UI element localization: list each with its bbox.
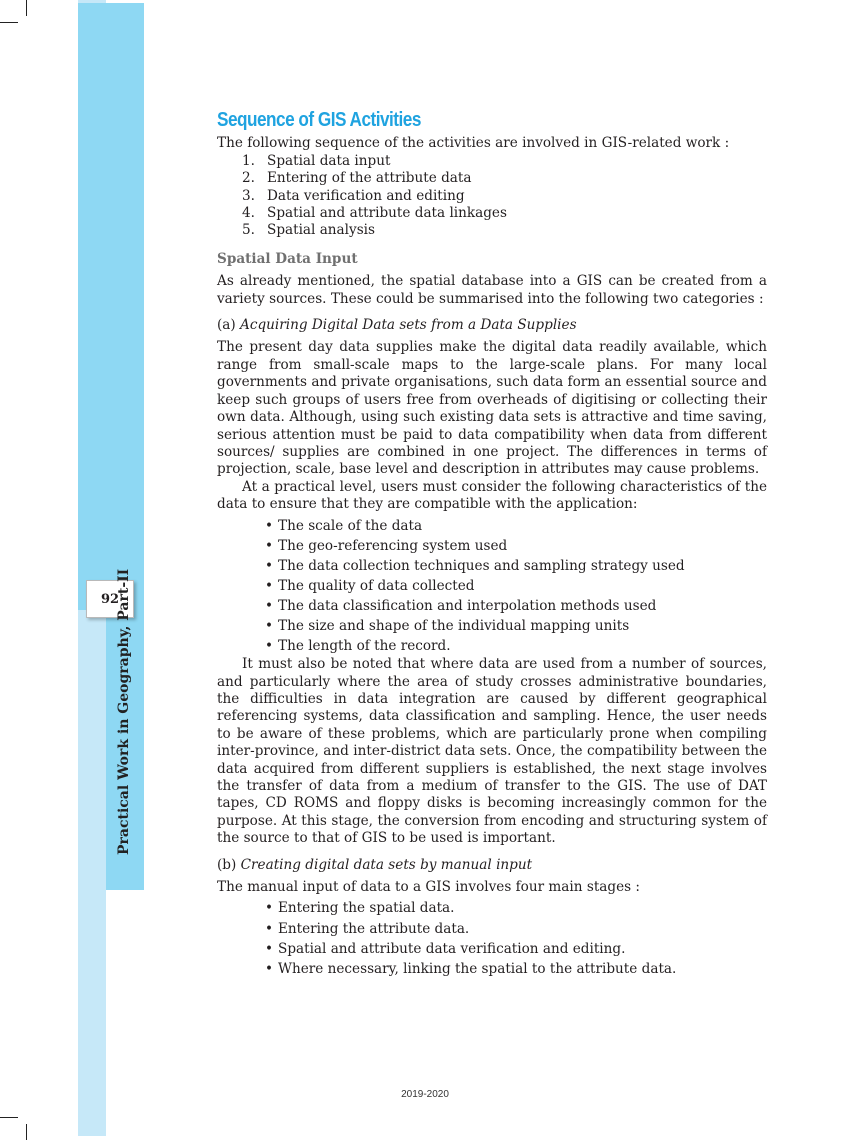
list-item — [265, 516, 767, 536]
list-item — [265, 576, 767, 596]
list-item — [265, 556, 767, 576]
crop-mark-top-horizontal — [0, 22, 18, 23]
bullet-icon: • — [265, 577, 274, 594]
list-text: The geo-referencing system used — [278, 537, 508, 554]
subsection-intro: As already mentioned, the spatial database into a GIS can be created from a variety sources. These could be summarised into the following two categories : — [217, 273, 767, 307]
list-item — [242, 188, 767, 205]
case-b-intro: The manual input of data to a GIS involves four main stages : — [217, 879, 641, 896]
case-b-title: Creating digital data sets by manual input — [240, 856, 533, 873]
page-number: 92 — [86, 580, 134, 618]
list-text: Entering the attribute data. — [278, 920, 470, 937]
section-title: Sequence of GIS Activities — [217, 109, 421, 131]
case-a-paragraph-2: At a practical level, users must consider the following characteristics of the data to ensure that they are compatible with the application: — [217, 478, 767, 513]
list-text: The quality of data collected — [278, 577, 475, 594]
list-item — [265, 596, 767, 616]
case-b-label: (b) — [217, 856, 237, 873]
list-item — [265, 898, 767, 918]
case-b-heading — [217, 857, 767, 874]
list-text: Spatial analysis — [267, 222, 375, 239]
list-number: 4. — [242, 205, 255, 222]
bullet-icon: • — [265, 940, 274, 957]
bullet-icon: • — [265, 638, 274, 655]
list-number: 1. — [242, 152, 255, 169]
case-a-heading — [217, 317, 767, 334]
list-text: Entering the spatial data. — [278, 900, 455, 917]
case-a-paragraph-3: It must also be noted that where data are used from a number of sources, and particularly where the area of study crosses administrative boundaries, the difficulties in data integration are caused by different geographical referencing systems, data classification and sampling. Hence, the user needs to be aware of these problems, which are particularly prone when compiling inter-province, and inter-district data sets. Once, the compatibility between the data acquired from different suppliers is established, the next stage involves the transfer of data from a medium of transfer to the GIS. The use of DAT tapes, CD ROMS and floppy disks is becoming increasingly common for the purpose. At this stage, the conversion from encoding and structuring system of the source to that of GIS to be used is important. — [217, 656, 767, 847]
bullet-icon: • — [265, 900, 274, 917]
bullet-icon: • — [265, 960, 274, 977]
list-number: 5. — [242, 222, 255, 239]
list-text: The scale of the data — [278, 517, 423, 534]
bullet-icon: • — [265, 557, 274, 574]
list-number: 3. — [242, 187, 255, 204]
subsection-heading: Spatial Data Input — [217, 250, 358, 267]
list-text: The data collection techniques and sampling strategy used — [278, 557, 685, 574]
side-band-light-lower — [78, 610, 106, 1136]
case-a-label: (a) — [217, 317, 236, 334]
footer-year: 2019-2020 — [401, 1089, 449, 1100]
list-item — [265, 616, 767, 636]
list-text: Entering of the attribute data — [267, 170, 472, 187]
list-item — [265, 536, 767, 556]
case-a-paragraph-1: The present day data supplies make the digital data readily available, which range from small-scale maps to the large-scale plans. For many local governments and private organisations, such data form an essential source and keep such groups of users free from overheads of digitising or collecting their own data. Although, using such existing data sets is attractive and time saving, serious attention must be paid to data compatibility when data from different sources/ supplies are combined in one project. The differences in terms of projection, scale, base level and description in attributes may cause problems. — [217, 339, 767, 478]
list-item — [242, 205, 767, 222]
main-content — [217, 109, 767, 979]
list-text: Where necessary, linking the spatial to the attribute data. — [278, 960, 677, 977]
bullet-icon: • — [265, 618, 274, 634]
list-item — [265, 939, 767, 959]
list-item — [242, 153, 767, 170]
list-item — [265, 959, 767, 979]
running-title: Practical Work in Geography, Part-II — [116, 568, 132, 855]
list-text: The data classification and interpolation methods used — [278, 597, 657, 614]
list-text: Data verification and editing — [267, 187, 465, 204]
list-text: The size and shape of the individual mapping units — [278, 618, 630, 634]
list-item — [265, 919, 767, 939]
list-item — [242, 222, 767, 239]
section-intro: The following sequence of the activities are involved in GIS-related work : — [217, 135, 730, 152]
list-text: Spatial data input — [267, 152, 391, 169]
crop-mark-bottom-vertical — [26, 1124, 27, 1140]
activity-list — [217, 153, 767, 240]
bullet-icon: • — [265, 597, 274, 614]
list-text: Spatial and attribute data verification and editing. — [278, 940, 626, 957]
list-item — [265, 636, 767, 656]
list-text: The length of the record. — [278, 638, 451, 655]
list-number: 2. — [242, 170, 255, 187]
crop-mark-top-vertical — [26, 0, 27, 16]
case-a-title: Acquiring Digital Data sets from a Data Supplies — [240, 317, 577, 334]
bullet-icon: • — [265, 537, 274, 554]
bullet-icon: • — [265, 920, 274, 937]
characteristics-list — [217, 516, 767, 657]
manual-input-stages-list — [217, 898, 767, 978]
bullet-icon: • — [265, 517, 274, 534]
list-text: Spatial and attribute data linkages — [267, 205, 507, 222]
crop-mark-bottom-horizontal — [0, 1117, 18, 1118]
list-item — [242, 170, 767, 187]
